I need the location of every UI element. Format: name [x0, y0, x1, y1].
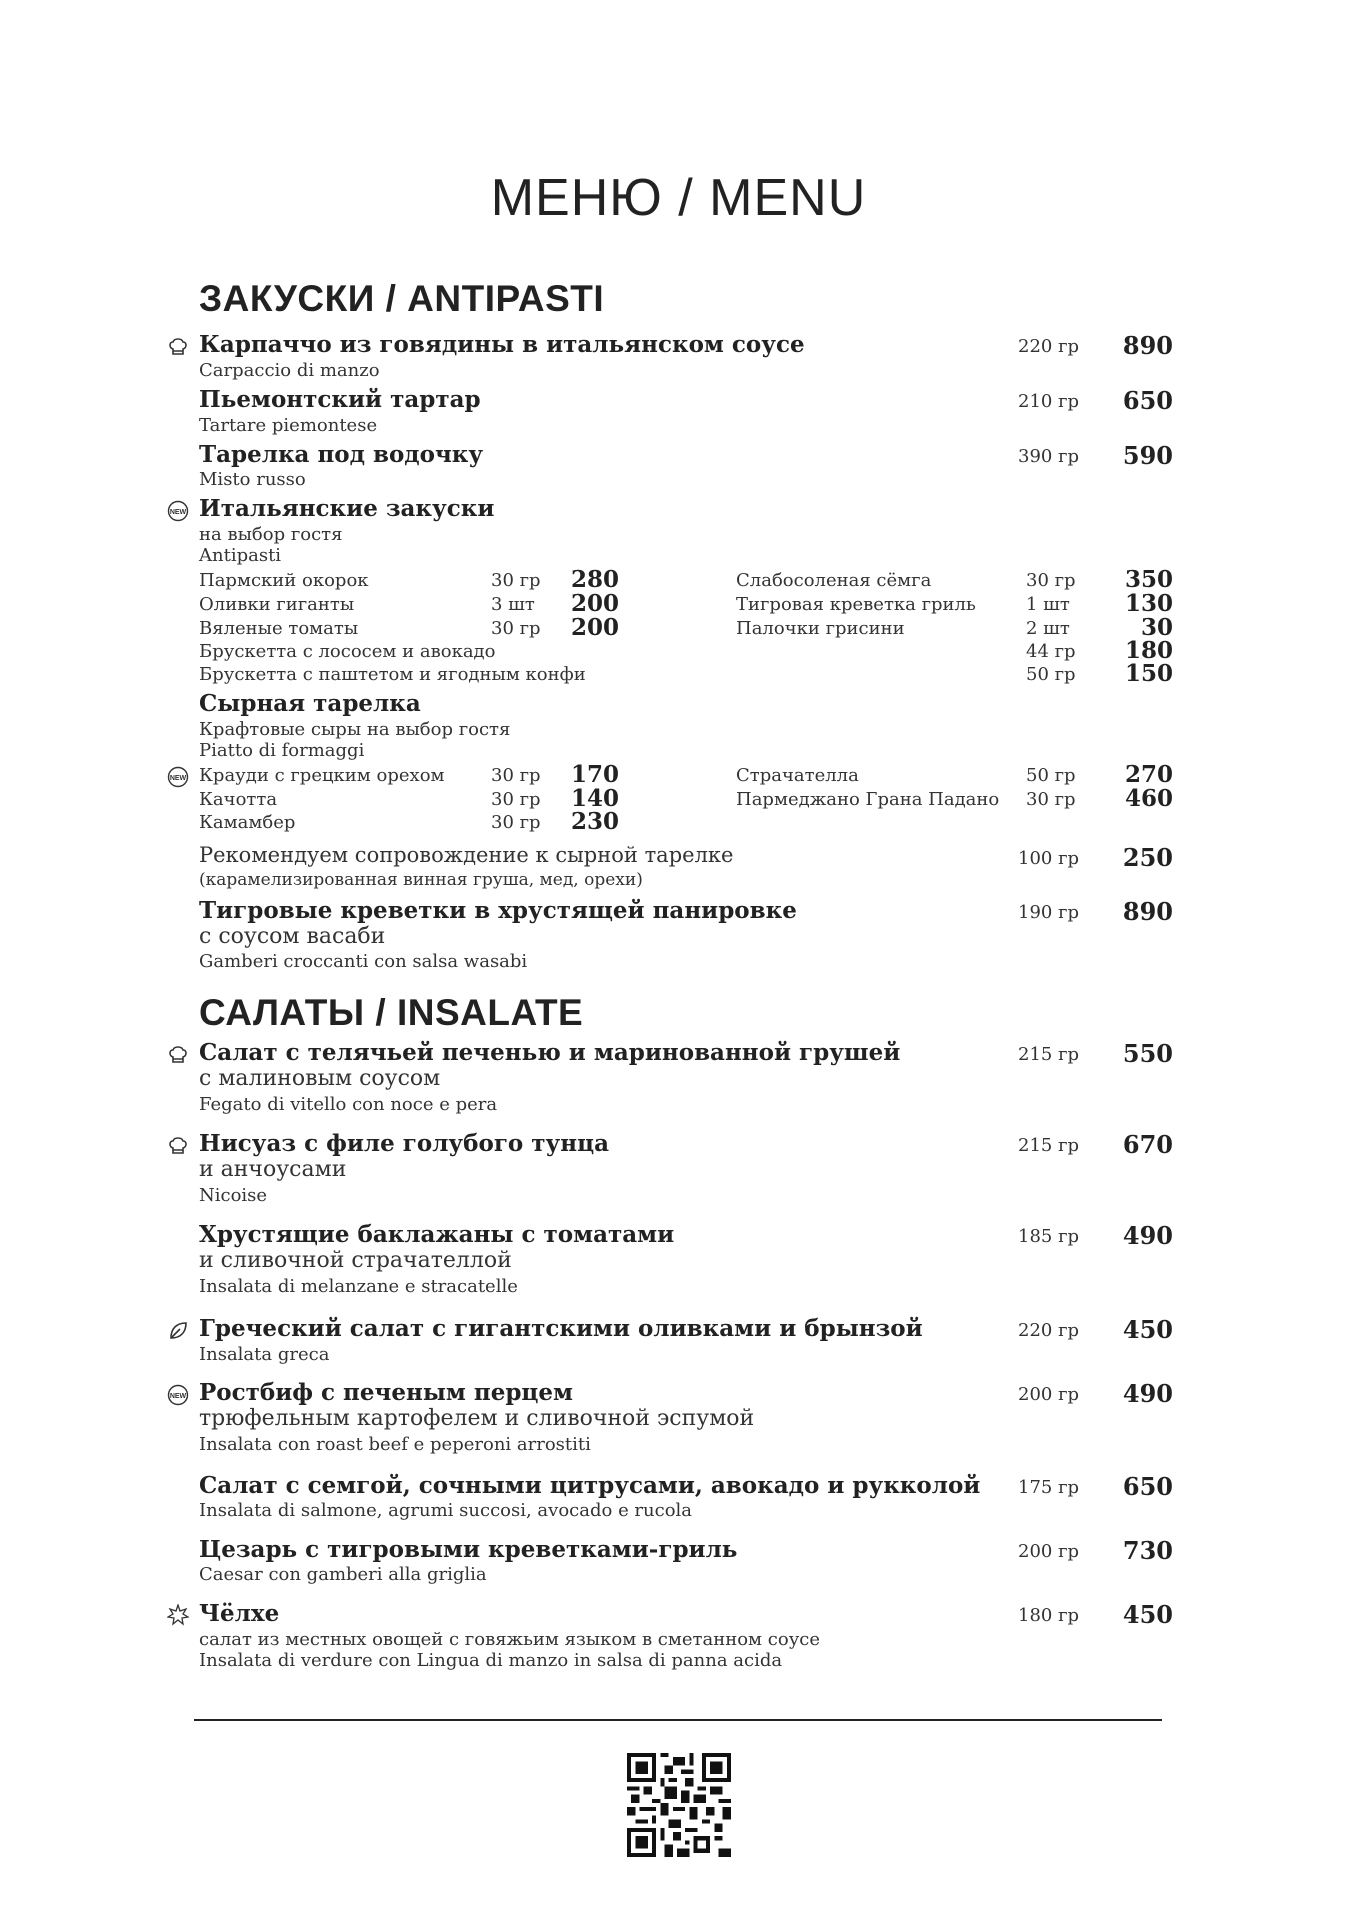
sub-item-row	[199, 614, 1173, 642]
item-subtitle: Antipasti	[199, 545, 282, 566]
sub-item-name: Крауди с грецким орехом	[199, 765, 445, 786]
item-price: 670	[1122, 1130, 1173, 1159]
item-price: 890	[1122, 331, 1173, 360]
item-price: 550	[1122, 1039, 1173, 1068]
sub-item-weight: 30 гр	[491, 812, 541, 833]
item-price: 490	[1122, 1379, 1173, 1408]
sub-item-price: 350	[1124, 566, 1173, 593]
sub-item-name: Страчателла	[736, 765, 859, 786]
item-price: 590	[1122, 441, 1173, 470]
menu-item-tiger-shrimp	[199, 897, 1173, 927]
item-price: 450	[1122, 1315, 1173, 1344]
item-subtitle: Gamberi croccanti con salsa wasabi	[199, 951, 528, 972]
item-name: Салат с семгой, сочными цитрусами, авокадо и рукколой	[199, 1472, 981, 1499]
sub-item-name: Качотта	[199, 789, 278, 810]
sub-item-name: Пармский окорок	[199, 570, 369, 591]
item-name: Греческий салат с гигантскими оливками и брынзой	[199, 1315, 923, 1342]
sub-item-price: 130	[1124, 590, 1173, 617]
sub-item-price: 30	[1140, 614, 1173, 641]
qr-code-icon[interactable]	[627, 1753, 731, 1857]
sub-item-name: Пармеджано Грана Падано	[736, 789, 1000, 810]
menu-item-liver-salad	[199, 1039, 1173, 1069]
item-subtitle: (карамелизированная винная груша, мед, орехи)	[199, 870, 643, 890]
item-weight: 200 гр	[1018, 1541, 1080, 1562]
item-subtitle: Misto russo	[199, 469, 306, 490]
sub-item-name: Вяленые томаты	[199, 618, 359, 639]
item-price: 730	[1122, 1536, 1173, 1565]
chef-hat-icon	[167, 1044, 189, 1066]
page-title: МЕНЮ / MENU	[490, 169, 867, 227]
sub-item-name: Брускетта с лососем и авокадо	[199, 641, 496, 662]
sub-item-weight: 30 гр	[491, 789, 541, 810]
item-weight: 185 гр	[1018, 1226, 1080, 1247]
item-price: 650	[1122, 386, 1173, 415]
item-subtitle: салат из местных овощей с говяжьим языком в сметанном соусе	[199, 1629, 821, 1650]
item-subtitle: Insalata di verdure con Lingua di manzo in salsa di panna acida	[199, 1650, 783, 1671]
item-name: Тарелка под водочку	[199, 441, 484, 468]
menu-item-roastbeef	[199, 1379, 1173, 1409]
item-name: Ростбиф с печеным перцем	[199, 1379, 574, 1406]
svg-text:NEW: NEW	[169, 775, 187, 782]
section-title-antipasti: ЗАКУСКИ / ANTIPASTI	[199, 278, 605, 319]
new-badge-icon	[167, 500, 189, 522]
section-title-insalate: САЛАТЫ / INSALATE	[199, 992, 584, 1033]
menu-item-cheese-plate	[199, 690, 1159, 720]
menu-item-italian-antipasti	[199, 495, 1159, 525]
leaf-icon	[167, 1320, 189, 1342]
item-subtitle: трюфельным картофелем и сливочной эспумой	[199, 1406, 755, 1431]
sub-item-name: Брускетта с паштетом и ягодным конфи	[199, 664, 586, 685]
sub-item-row	[199, 785, 1173, 813]
item-price: 490	[1122, 1221, 1173, 1250]
menu-item-cheese-recommend	[199, 843, 1173, 873]
sub-item-row	[199, 590, 1173, 618]
sub-item-name: Слабосоленая сёмга	[736, 570, 932, 591]
item-subtitle: с малиновым соусом	[199, 1066, 441, 1091]
item-subtitle: Fegato di vitello con noce e pera	[199, 1094, 498, 1115]
menu-item-misto	[199, 441, 1173, 471]
sub-item-weight: 50 гр	[1026, 765, 1076, 786]
item-weight: 100 гр	[1018, 848, 1080, 869]
sub-item-weight: 44 гр	[1026, 641, 1076, 662]
item-weight: 390 гр	[1018, 446, 1080, 467]
item-price: 450	[1122, 1600, 1173, 1629]
chef-hat-icon	[167, 336, 189, 358]
sub-item-price: 460	[1124, 785, 1173, 812]
item-subtitle: на выбор гостя	[199, 524, 343, 545]
item-subtitle: и анчоусами	[199, 1157, 347, 1182]
item-subtitle: Insalata di salmone, agrumi succosi, avocado e rucola	[199, 1500, 693, 1521]
sub-item-price: 180	[1124, 637, 1173, 664]
new-badge-icon	[167, 766, 189, 788]
item-weight: 215 гр	[1018, 1044, 1080, 1065]
item-name: Пьемонтский тартар	[199, 386, 481, 413]
new-badge-icon	[167, 1384, 189, 1406]
sub-item-weight: 30 гр	[491, 570, 541, 591]
item-name: Чёлхе	[199, 1600, 280, 1627]
svg-text:NEW: NEW	[169, 1393, 187, 1400]
sub-item-price: 200	[570, 590, 619, 617]
sub-item-price: 230	[570, 808, 619, 835]
item-name: Хрустящие баклажаны с томатами	[199, 1221, 675, 1248]
item-name: Итальянские закуски	[199, 495, 495, 522]
menu-item-nicoise	[199, 1130, 1173, 1160]
menu-item-tartare	[199, 386, 1173, 416]
menu-item-greek-salad	[199, 1315, 1173, 1345]
item-price: 890	[1122, 897, 1173, 926]
item-name: Нисуаз с филе голубого тунца	[199, 1130, 609, 1157]
item-weight: 190 гр	[1018, 902, 1080, 923]
item-weight: 210 гр	[1018, 391, 1080, 412]
sub-item-weight: 30 гр	[491, 618, 541, 639]
sub-item-weight: 30 гр	[1026, 570, 1076, 591]
item-name: Салат с телячьей печенью и маринованной грушей	[199, 1039, 901, 1066]
item-name: Карпаччо из говядины в итальянском соусе	[199, 331, 805, 358]
menu-item-eggplant	[199, 1221, 1173, 1251]
sub-item-weight: 30 гр	[491, 765, 541, 786]
sub-item-price: 140	[570, 785, 619, 812]
menu-item-chelkhe	[199, 1600, 1173, 1630]
sub-item-weight: 30 гр	[1026, 789, 1076, 810]
sub-item-name: Оливки гиганты	[199, 594, 355, 615]
sub-item-price: 200	[570, 614, 619, 641]
sub-item-row	[199, 637, 1173, 665]
sub-item-price: 150	[1124, 660, 1173, 687]
item-weight: 175 гр	[1018, 1477, 1080, 1498]
item-subtitle: Крафтовые сыры на выбор гостя	[199, 719, 511, 740]
sub-item-row	[199, 566, 1173, 594]
item-subtitle: Piatto di formaggi	[199, 740, 365, 761]
item-weight: 200 гр	[1018, 1384, 1080, 1405]
sub-item-price: 170	[570, 761, 619, 788]
item-subtitle: Insalata di melanzane e stracatelle	[199, 1276, 518, 1297]
item-subtitle: Tartare piemontese	[199, 415, 378, 436]
item-subtitle: Insalata con roast beef e peperoni arrostiti	[199, 1434, 591, 1455]
sub-item-name: Тигровая креветка гриль	[736, 594, 976, 615]
item-name: Тигровые креветки в хрустящей панировке	[199, 897, 797, 924]
item-name: Цезарь с тигровыми креветками-гриль	[199, 1536, 738, 1563]
menu-item-caesar	[199, 1536, 1173, 1566]
sub-item-name: Камамбер	[199, 812, 296, 833]
item-subtitle: Nicoise	[199, 1185, 268, 1206]
item-name: Сырная тарелка	[199, 690, 421, 717]
sub-item-price: 270	[1124, 761, 1173, 788]
footer-divider	[194, 1719, 1162, 1721]
star-icon	[167, 1604, 189, 1626]
item-weight: 215 гр	[1018, 1135, 1080, 1156]
item-subtitle: Caesar con gamberi alla griglia	[199, 1564, 487, 1585]
svg-text:NEW: NEW	[169, 509, 187, 516]
item-subtitle: с соусом васаби	[199, 924, 386, 949]
item-subtitle: и сливочной страчателлой	[199, 1248, 512, 1273]
sub-item-row	[199, 660, 1173, 688]
item-price: 250	[1122, 843, 1173, 872]
sub-item-price: 280	[570, 566, 619, 593]
item-price: 650	[1122, 1472, 1173, 1501]
item-name: Рекомендуем сопровождение к сырной тарелке	[199, 843, 734, 867]
sub-item-weight: 50 гр	[1026, 664, 1076, 685]
item-subtitle: Insalata greca	[199, 1344, 330, 1365]
sub-item-weight: 1 шт	[1026, 594, 1070, 615]
menu-item-salmon-salad	[199, 1472, 1173, 1502]
sub-item-row	[199, 761, 1173, 789]
item-weight: 180 гр	[1018, 1605, 1080, 1626]
chef-hat-icon	[167, 1135, 189, 1157]
item-subtitle: Carpaccio di manzo	[199, 360, 380, 381]
sub-item-row	[199, 808, 1159, 836]
sub-item-weight: 2 шт	[1026, 618, 1070, 639]
sub-item-weight: 3 шт	[491, 594, 535, 615]
item-weight: 220 гр	[1018, 336, 1080, 357]
item-weight: 220 гр	[1018, 1320, 1080, 1341]
menu-item-carpaccio	[199, 331, 1173, 361]
sub-item-name: Палочки грисини	[736, 618, 905, 639]
